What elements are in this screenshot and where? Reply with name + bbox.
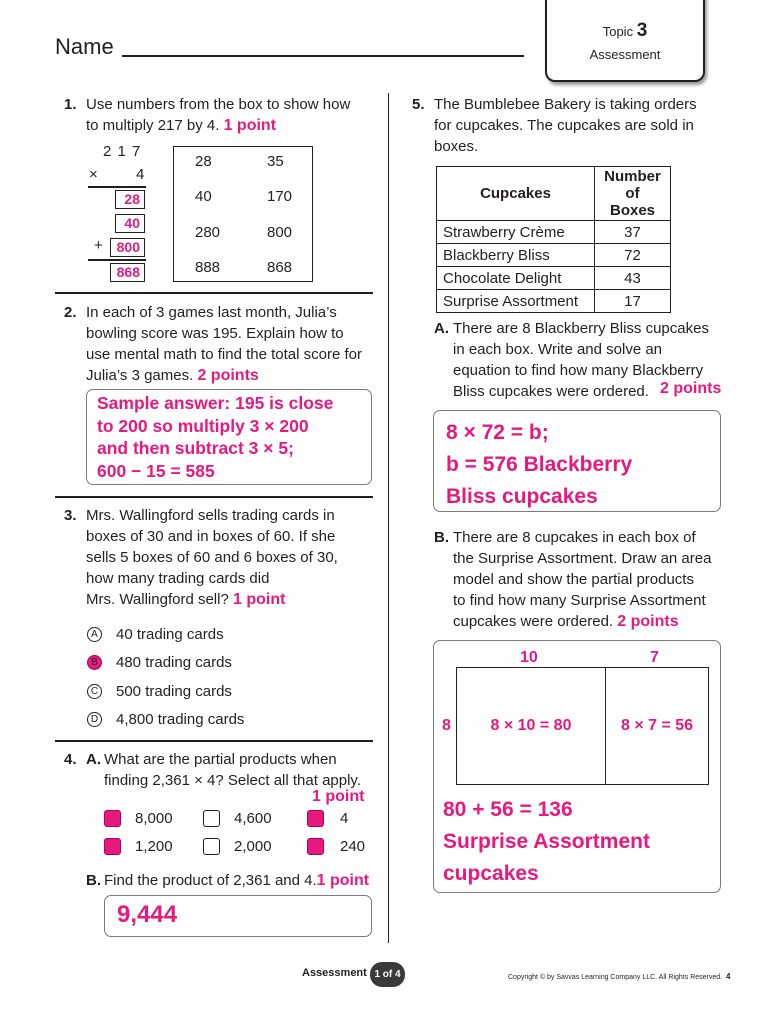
q4-choice-text: 1,200: [135, 838, 173, 855]
q1-answer-4[interactable]: 868: [110, 263, 145, 282]
q3-number: 3.: [64, 507, 77, 524]
q4-number: 4.: [64, 751, 77, 768]
q4-partb-points: 1 point: [316, 872, 370, 889]
q3-option-d-bubble[interactable]: D: [87, 712, 102, 727]
area-model-top-right: 7: [650, 649, 659, 666]
q3-text: Mrs. Wallingford sells trading cards in boxes of 30 and in boxes of 60. If she sells 5 boxes of 60 and 6 boxes of 30, how many trading cards did Mrs. Wallingford sell? 1 point: [86, 507, 338, 608]
area-model-side: 8: [442, 717, 451, 734]
q4-partb-answer: 9,444: [117, 901, 178, 928]
assessment-label: Assessment: [589, 47, 661, 62]
q5-number: 5.: [412, 96, 425, 113]
q4-choice-text: 2,000: [234, 838, 272, 855]
q1-box-num: 170: [267, 188, 293, 205]
q1-multiplicand: 2 1 7: [103, 143, 142, 160]
area-model-top-left: 10: [520, 649, 538, 666]
q4-parta-label: A.: [86, 751, 101, 768]
q5-parta-answer: 8 × 72 = b; b = 576 Blackberry Bliss cupcakes: [446, 421, 633, 508]
q1-box-num: 40: [195, 188, 212, 205]
q1-text: Use numbers from the box to show how to multiply 217 by 4. 1 point: [86, 96, 351, 134]
q5-parta-text: There are 8 Blackberry Bliss cupcakes in each box. Write and solve an equation to find how many Blackberry Bliss cupcakes were ordered.: [453, 320, 709, 400]
q1-line-1: [88, 186, 146, 188]
cupcakes-table: [436, 166, 671, 313]
q3-option-a-bubble[interactable]: A: [87, 627, 102, 642]
table-row: Chocolate Delight 43: [437, 267, 671, 290]
q1-multiplier: 4: [136, 166, 145, 183]
table-row: Surprise Assortment 17: [437, 290, 671, 313]
q5-text: The Bumblebee Bakery is taking orders for cupcakes. The cupcakes are sold in boxes.: [434, 96, 697, 155]
q5-partb-label: B.: [434, 529, 449, 546]
divider-q1-q2: [55, 292, 373, 294]
q4-partb-text: Find the product of 2,361 and 4.1 point: [104, 872, 370, 889]
table-header-boxes: Number of Boxes: [595, 167, 671, 221]
q4-choice-checkbox[interactable]: [203, 838, 220, 855]
q4-choice-checkbox[interactable]: [307, 810, 324, 827]
q1-box-num: 800: [267, 224, 293, 241]
q1-box-num: 868: [267, 259, 293, 276]
q4-choice-checkbox[interactable]: [104, 838, 121, 855]
q1-plus-sign: +: [94, 237, 103, 254]
footer-page-number: 4: [726, 972, 731, 981]
q1-box-num: 888: [195, 259, 221, 276]
table-row: Blackberry Bliss 72: [437, 244, 671, 267]
name-line[interactable]: [122, 55, 524, 57]
q4-partb-label: B.: [86, 872, 101, 889]
q1-answer-2[interactable]: 40: [115, 214, 145, 233]
area-model-cell-right: 8 × 7 = 56: [620, 717, 694, 734]
q2-text: In each of 3 games last month, Julia’s bowling score was 195. Explain how to use mental math to find the total score for Julia’s 3 games. 2 points: [86, 304, 362, 384]
footer-page-badge: 1 of 4: [370, 962, 405, 987]
area-model-cell-left: 8 × 10 = 80: [490, 717, 572, 734]
q1-times-sign: ×: [89, 166, 98, 183]
q4-choice-text: 4: [340, 810, 349, 827]
q5-partb-answer-box[interactable]: [433, 640, 721, 893]
q4-choice-checkbox[interactable]: [307, 838, 324, 855]
q2-points: 2 points: [197, 367, 259, 384]
q2-number: 2.: [64, 304, 77, 321]
q1-box-num: 28: [195, 153, 212, 170]
q4-choice-text: 240: [340, 838, 366, 855]
q1-points: 1 point: [223, 117, 277, 134]
q4-choice-text: 8,000: [135, 810, 173, 827]
q4-choice-checkbox[interactable]: [104, 810, 121, 827]
q3-points: 1 point: [233, 591, 286, 608]
q1-box-num: 280: [195, 224, 221, 241]
q5-parta-answer-box[interactable]: [433, 410, 721, 512]
q3-option-b-bubble[interactable]: B: [87, 655, 102, 670]
topic-label: Topic: [602, 24, 634, 39]
q2-answer-box[interactable]: [86, 389, 372, 485]
q5-parta-points: 2 points: [660, 380, 722, 397]
divider-q2-q3: [55, 496, 373, 498]
q1-answer-3[interactable]: 800: [110, 238, 145, 257]
divider-q3-q4: [55, 740, 373, 742]
q1-line-2: [88, 259, 146, 261]
q3-option-d-text: 4,800 trading cards: [116, 711, 245, 728]
q3-option-c-text: 500 trading cards: [116, 683, 232, 700]
q4-choice-text: 4,600: [234, 810, 272, 827]
q4-partb-answer-box[interactable]: [104, 895, 372, 937]
q5-partb-points: 2 points: [617, 613, 679, 630]
q1-number: 1.: [64, 96, 77, 113]
table-row: Strawberry Crème 37: [437, 221, 671, 244]
q4-choice-checkbox[interactable]: [203, 810, 220, 827]
q2-answer: Sample answer: 195 is close to 200 so multiply 3 × 200 and then subtract 3 × 5; 600 − 15 = 585: [97, 393, 334, 481]
column-divider: [388, 93, 389, 943]
footer-copyright: Copyright © by Savvas Learning Company LLC. All Rights Reserved. 4: [508, 972, 731, 981]
table-header-row: [437, 167, 671, 221]
q5-partb-answer: 80 + 56 = 136 Surprise Assortment cupcakes: [443, 798, 650, 885]
q5-partb-text: There are 8 cupcakes in each box of the Surprise Assortment. Draw an area model and show the partial products to find how many Surprise Assortment cupcakes were ordered. 2 points: [453, 529, 712, 630]
q4-parta-text: What are the partial products when finding 2,361 × 4? Select all that apply.: [104, 751, 361, 789]
topic-number: 3: [636, 20, 648, 41]
name-label: Name: [55, 34, 114, 59]
q1-box-num: 35: [267, 153, 284, 170]
q5-parta-label: A.: [434, 320, 449, 337]
q3-option-b-text: 480 trading cards: [116, 654, 232, 671]
footer-assessment: Assessment: [302, 967, 367, 979]
q4-parta-points: 1 point: [312, 788, 365, 805]
q3-option-a-text: 40 trading cards: [116, 626, 224, 643]
topic-tab: [545, 0, 705, 82]
table-header-cupcakes: Cupcakes: [437, 167, 595, 221]
q3-option-c-bubble[interactable]: C: [87, 684, 102, 699]
q1-answer-1[interactable]: 28: [115, 190, 145, 209]
